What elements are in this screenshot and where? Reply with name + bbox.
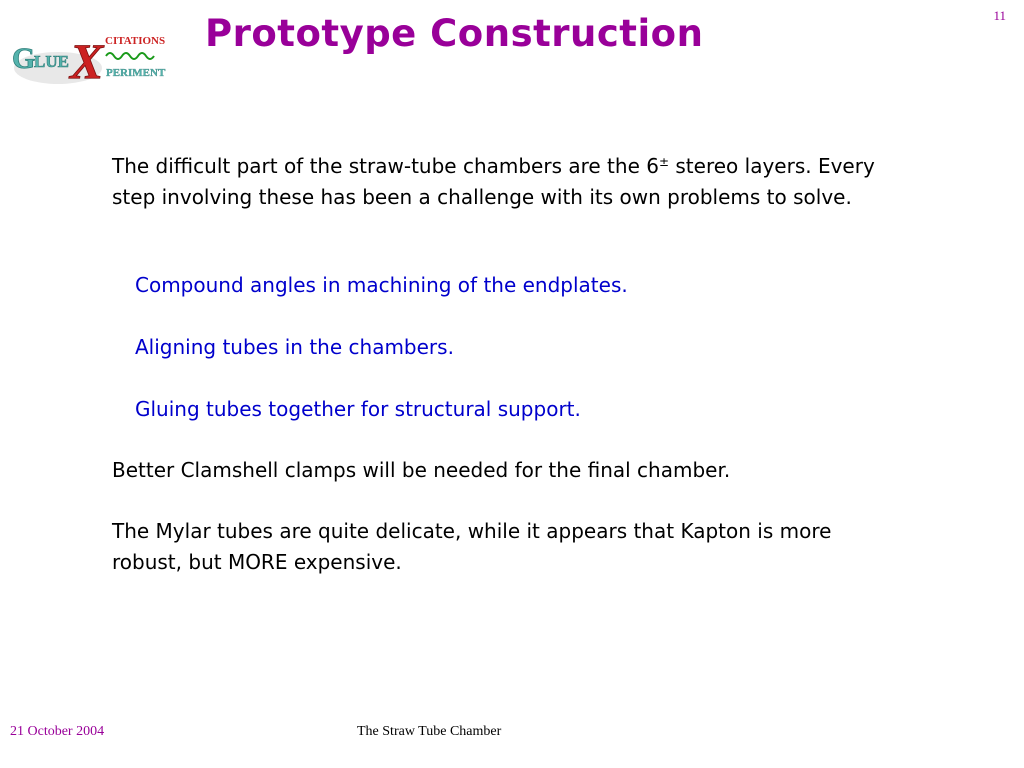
- logo-letter-g: G: [12, 42, 36, 75]
- intro-text-end: stereo layers. Every step involving these has been a challenge with its own problems to solve.: [112, 154, 875, 209]
- sub-item-compound-angles: Compound angles in machining of the endplates.: [135, 273, 628, 297]
- gluex-logo-graphic: [10, 22, 172, 92]
- plus-minus-symbol: ±: [658, 155, 670, 169]
- sub-item-aligning-tubes: Aligning tubes in the chambers.: [135, 335, 454, 359]
- logo-citations: CITATIONS: [105, 35, 166, 47]
- footer-title: The Straw Tube Chamber: [357, 724, 502, 739]
- logo-letter-x: X: [70, 33, 104, 89]
- slide-number: 11: [993, 8, 1006, 23]
- sub-item-gluing-tubes: Gluing tubes together for structural support.: [135, 397, 581, 421]
- gluex-logo: [10, 22, 172, 92]
- intro-text-start: The difficult part of the straw-tube chambers are the 6: [112, 154, 659, 178]
- logo-wave: [106, 53, 154, 59]
- paragraph-mylar-kapton: The Mylar tubes are quite delicate, while it appears that Kapton is more robust, but MORE expensive.: [112, 519, 832, 574]
- slide-title: Prototype Construction: [205, 12, 704, 55]
- intro-paragraph: [112, 147, 902, 213]
- paragraph-clamshell: Better Clamshell clamps will be needed for the final chamber.: [112, 458, 731, 482]
- logo-letters-lue: LUE: [34, 52, 69, 71]
- footer-date: 21 October 2004: [10, 724, 105, 739]
- logo-periment: PERIMENT: [106, 67, 166, 79]
